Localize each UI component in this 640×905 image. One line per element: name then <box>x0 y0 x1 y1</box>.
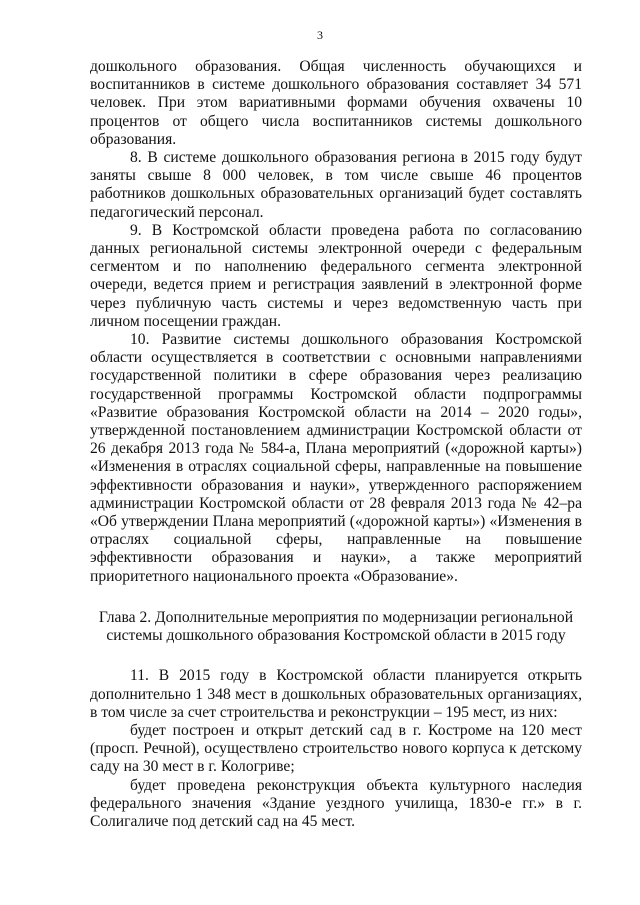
paragraph-8: 8. В системе дошкольного образования региона в 2015 году будут заняты свыше 8 000 человек, в том числе свыше 46 процентов работников дошкольных образовательных организаций будет составлять педагогический персонал. <box>90 149 582 221</box>
page-number: 3 <box>317 28 323 42</box>
paragraph-10: 10. Развитие системы дошкольного образования Костромской области осуществляется в соответствии с основными направлениями государственной политики в сфере образования через реализацию государственной программы Костромской области подпрограммы «Развитие образования Костромской области на 2014 – 2020 годы», утвержденной постановлением администрации Костромской области от 26 декабря 2013 года № 584-а, Плана мероприятий («дорожной карты») «Изменения в отраслях социальной сферы, направленные на повышение эффективности образования и науки», утвержденного распоряжением администрации Костромской области от 28 февраля 2013 года № 42–ра «Об утверждении Плана мероприятий («дорожной карты») «Изменения в отраслях социальной сферы, направленные на повышение эффективности образования и науки», а также мероприятий приоритетного национального проекта «Образование». <box>90 331 582 585</box>
paragraph-continuation: дошкольного образования. Общая численность обучающихся и воспитанников в системе дошкольного образования составляет 34 571 человек. При этом вариативными формами обучения охвачены 10 процентов от общего числа воспитанников системы дошкольного образования. <box>90 58 582 148</box>
chapter-heading: Глава 2. Дополнительные мероприятия по модернизации региональной системы дошкольного образования Костромской области в 2015 году <box>98 608 574 645</box>
paragraph-11: 11. В 2015 году в Костромской области планируется открыть дополнительно 1 348 мест в дошкольных образовательных организациях, в том числе за счет строительства и реконструкции – 195 мест, из них: <box>90 667 582 721</box>
paragraph-9: 9. В Костромской области проведена работа по согласованию данных региональной системы электронной очереди с федеральным сегментом и по наполнению федерального сегмента электронной очереди, ведется прием и регистрация заявлений в электронной форме через публичную часть системы и через ведомственную часть при личном посещении граждан. <box>90 221 582 330</box>
document-body <box>90 58 582 831</box>
paragraph-11-item-2: будет проведена реконструкция объекта культурного наследия федерального значения «Здание уездного училища, 1830-е гг.» в г. Солигаличе под детский сад на 45 мест. <box>90 776 582 830</box>
paragraph-11-item-1: будет построен и открыт детский сад в г. Костроме на 120 мест (просп. Речной), осуществлено строительство нового корпуса к детскому саду на 30 мест в г. Кологриве; <box>90 721 582 776</box>
